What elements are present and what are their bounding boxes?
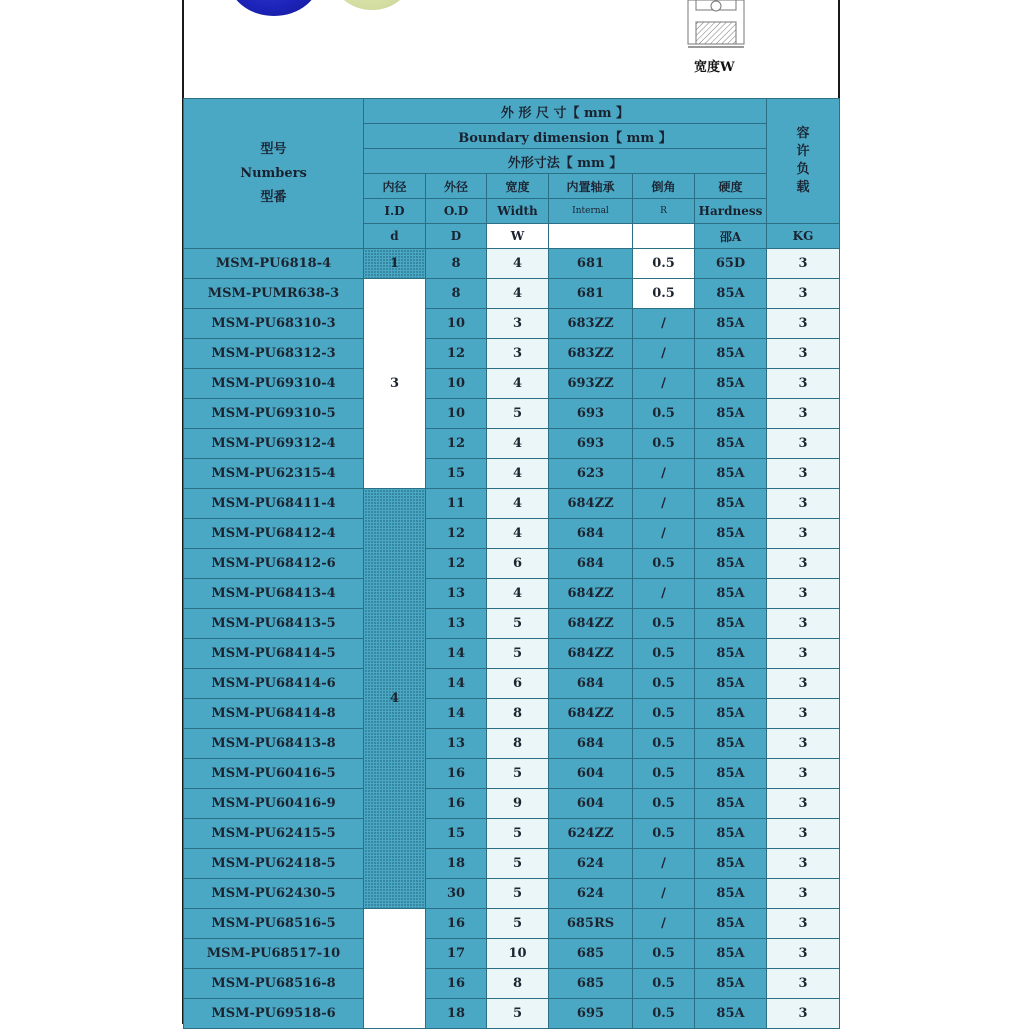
- hardness-cell: 85A: [695, 489, 767, 519]
- model-cell: MSM-PU68413-8: [184, 729, 364, 759]
- unit-id: d: [364, 224, 426, 249]
- internal-bearing-cell: 604: [549, 789, 633, 819]
- load-cell: 3: [767, 399, 840, 429]
- model-cell: MSM-PU62430-5: [184, 879, 364, 909]
- model-cell: MSM-PU68414-6: [184, 669, 364, 699]
- load-cell: 3: [767, 969, 840, 999]
- load-cell: 3: [767, 279, 840, 309]
- model-cell: MSM-PU68516-5: [184, 909, 364, 939]
- width-cell: 4: [487, 249, 549, 279]
- outer-diameter-cell: 12: [426, 429, 487, 459]
- outer-diameter-cell: 12: [426, 519, 487, 549]
- chamfer-cell: 0.5: [633, 969, 695, 999]
- width-cell: 5: [487, 759, 549, 789]
- load-cell: 3: [767, 609, 840, 639]
- unit-load: KG: [767, 224, 840, 249]
- table-row: [184, 369, 840, 399]
- col-header-od-cn: 外径: [426, 174, 487, 199]
- hardness-cell: 85A: [695, 969, 767, 999]
- chamfer-cell: /: [633, 909, 695, 939]
- hardness-cell: 85A: [695, 579, 767, 609]
- col-header-hardness-cn: 硬度: [695, 174, 767, 199]
- width-cell: 4: [487, 519, 549, 549]
- hardness-cell: 85A: [695, 549, 767, 579]
- hardness-cell: 65D: [695, 249, 767, 279]
- width-cell: 6: [487, 549, 549, 579]
- model-header: [184, 99, 364, 249]
- hardness-cell: 85A: [695, 399, 767, 429]
- chamfer-cell: /: [633, 519, 695, 549]
- col-header-internal-en: Internal: [549, 199, 633, 224]
- outer-diameter-cell: 16: [426, 789, 487, 819]
- width-cell: 8: [487, 729, 549, 759]
- boundary-header-cn: 外 形 尺 寸【 mm 】: [364, 99, 767, 124]
- table-row: [184, 339, 840, 369]
- outer-diameter-cell: 10: [426, 309, 487, 339]
- width-label: 宽度W: [694, 60, 735, 75]
- chamfer-cell: 0.5: [633, 279, 695, 309]
- outer-diameter-cell: 8: [426, 249, 487, 279]
- table-row: [184, 579, 840, 609]
- width-cell: 5: [487, 819, 549, 849]
- inner-diameter-cell: 1: [364, 249, 426, 279]
- unit-hardness: 邵A: [695, 224, 767, 249]
- model-cell: MSM-PU62315-4: [184, 459, 364, 489]
- outer-diameter-cell: 12: [426, 549, 487, 579]
- outer-diameter-cell: 14: [426, 669, 487, 699]
- chamfer-cell: 0.5: [633, 549, 695, 579]
- table-row: [184, 399, 840, 429]
- width-cell: 5: [487, 999, 549, 1029]
- model-cell: MSM-PU62418-5: [184, 849, 364, 879]
- model-cell: MSM-PU68413-4: [184, 579, 364, 609]
- table-row: [184, 309, 840, 339]
- col-header-internal-cn: 内置轴承: [549, 174, 633, 199]
- internal-bearing-cell: 624: [549, 849, 633, 879]
- chamfer-cell: 0.5: [633, 609, 695, 639]
- hardness-cell: 85A: [695, 429, 767, 459]
- model-cell: MSM-PU68414-8: [184, 699, 364, 729]
- model-cell: MSM-PU68413-5: [184, 609, 364, 639]
- load-cell: 3: [767, 339, 840, 369]
- model-cell: MSM-PUMR638-3: [184, 279, 364, 309]
- table-row: [184, 819, 840, 849]
- chamfer-cell: /: [633, 579, 695, 609]
- width-cell: 4: [487, 429, 549, 459]
- load-cell: 3: [767, 489, 840, 519]
- outer-diameter-cell: 13: [426, 729, 487, 759]
- chamfer-cell: 0.5: [633, 939, 695, 969]
- internal-bearing-cell: 693: [549, 399, 633, 429]
- internal-bearing-cell: 681: [549, 279, 633, 309]
- chamfer-cell: /: [633, 849, 695, 879]
- internal-bearing-cell: 695: [549, 999, 633, 1029]
- model-cell: MSM-PU69518-6: [184, 999, 364, 1029]
- internal-bearing-cell: 684ZZ: [549, 489, 633, 519]
- col-header-hardness-en: Hardness: [695, 199, 767, 224]
- outer-diameter-cell: 11: [426, 489, 487, 519]
- table-row: [184, 489, 840, 519]
- model-cell: MSM-PU68312-3: [184, 339, 364, 369]
- load-cell: 3: [767, 639, 840, 669]
- width-cell: 5: [487, 609, 549, 639]
- hardness-cell: 85A: [695, 819, 767, 849]
- outer-diameter-cell: 16: [426, 909, 487, 939]
- internal-bearing-cell: 685: [549, 969, 633, 999]
- chamfer-cell: /: [633, 369, 695, 399]
- table-row: [184, 759, 840, 789]
- bearing-cross-section-diagram: [686, 0, 746, 48]
- table-row: [184, 639, 840, 669]
- col-header-id-en: I.D: [364, 199, 426, 224]
- width-cell: 3: [487, 309, 549, 339]
- width-cell: 5: [487, 849, 549, 879]
- col-header-od-en: O.D: [426, 199, 487, 224]
- chamfer-cell: /: [633, 459, 695, 489]
- model-cell: MSM-PU68412-4: [184, 519, 364, 549]
- boundary-header-en: Boundary dimension【 mm 】: [364, 124, 767, 149]
- hardness-cell: 85A: [695, 669, 767, 699]
- model-cell: MSM-PU62415-5: [184, 819, 364, 849]
- load-cell: 3: [767, 939, 840, 969]
- hardness-cell: 85A: [695, 789, 767, 819]
- load-cell: 3: [767, 459, 840, 489]
- hardness-cell: 85A: [695, 609, 767, 639]
- width-cell: 5: [487, 879, 549, 909]
- model-cell: MSM-PU68411-4: [184, 489, 364, 519]
- chamfer-cell: /: [633, 309, 695, 339]
- chamfer-cell: /: [633, 339, 695, 369]
- col-header-width-cn: 宽度: [487, 174, 549, 199]
- table-row: [184, 909, 840, 939]
- model-cell: MSM-PU69310-4: [184, 369, 364, 399]
- hardness-cell: 85A: [695, 879, 767, 909]
- load-cell: 3: [767, 429, 840, 459]
- internal-bearing-cell: 684: [549, 669, 633, 699]
- table-row: [184, 249, 840, 279]
- outer-diameter-cell: 14: [426, 639, 487, 669]
- outer-diameter-cell: 13: [426, 609, 487, 639]
- inner-diameter-cell: [364, 909, 426, 1029]
- internal-bearing-cell: 684: [549, 549, 633, 579]
- outer-diameter-cell: 17: [426, 939, 487, 969]
- load-cell: 3: [767, 909, 840, 939]
- outer-diameter-cell: 16: [426, 759, 487, 789]
- model-header-jp: 型番: [260, 189, 287, 205]
- internal-bearing-cell: 604: [549, 759, 633, 789]
- hardness-cell: 85A: [695, 999, 767, 1029]
- table-row: [184, 699, 840, 729]
- col-header-r-cn: 倒角: [633, 174, 695, 199]
- model-cell: MSM-PU60416-9: [184, 789, 364, 819]
- hardness-cell: 85A: [695, 939, 767, 969]
- load-cell: 3: [767, 249, 840, 279]
- hardness-cell: 85A: [695, 699, 767, 729]
- model-cell: MSM-PU69310-5: [184, 399, 364, 429]
- width-cell: 5: [487, 399, 549, 429]
- width-cell: 10: [487, 939, 549, 969]
- load-cell: 3: [767, 819, 840, 849]
- internal-bearing-cell: 684ZZ: [549, 609, 633, 639]
- table-row: [184, 669, 840, 699]
- hardness-cell: 85A: [695, 729, 767, 759]
- model-cell: MSM-PU68517-10: [184, 939, 364, 969]
- internal-bearing-cell: 683ZZ: [549, 309, 633, 339]
- boundary-header-jp: 外形寸法【 mm 】: [364, 149, 767, 174]
- outer-diameter-cell: 15: [426, 459, 487, 489]
- internal-bearing-cell: 624ZZ: [549, 819, 633, 849]
- hardness-cell: 85A: [695, 309, 767, 339]
- outer-diameter-cell: 13: [426, 579, 487, 609]
- load-cell: 3: [767, 849, 840, 879]
- width-cell: 5: [487, 639, 549, 669]
- chamfer-cell: 0.5: [633, 789, 695, 819]
- chamfer-cell: /: [633, 879, 695, 909]
- internal-bearing-cell: 684: [549, 519, 633, 549]
- internal-bearing-cell: 693: [549, 429, 633, 459]
- chamfer-cell: 0.5: [633, 429, 695, 459]
- table-row: [184, 429, 840, 459]
- unit-internal: [549, 224, 633, 249]
- hardness-cell: 85A: [695, 279, 767, 309]
- outer-diameter-cell: 18: [426, 999, 487, 1029]
- load-char: 载: [796, 180, 810, 195]
- inner-diameter-cell: 4: [364, 489, 426, 909]
- table-row: [184, 999, 840, 1029]
- chamfer-cell: 0.5: [633, 669, 695, 699]
- hardness-cell: 85A: [695, 849, 767, 879]
- width-cell: 4: [487, 459, 549, 489]
- table-row: [184, 729, 840, 759]
- load-char: 负: [796, 162, 810, 177]
- width-cell: 4: [487, 279, 549, 309]
- load-cell: 3: [767, 579, 840, 609]
- outer-diameter-cell: 14: [426, 699, 487, 729]
- internal-bearing-cell: 684ZZ: [549, 579, 633, 609]
- internal-bearing-cell: 624: [549, 879, 633, 909]
- table-row: [184, 459, 840, 489]
- table-row: [184, 519, 840, 549]
- model-cell: MSM-PU68412-6: [184, 549, 364, 579]
- chamfer-cell: 0.5: [633, 999, 695, 1029]
- inner-diameter-cell: 3: [364, 279, 426, 489]
- load-cell: 3: [767, 759, 840, 789]
- col-header-width-en: Width: [487, 199, 549, 224]
- model-cell: MSM-PU68310-3: [184, 309, 364, 339]
- width-cell: 8: [487, 969, 549, 999]
- table-row: [184, 939, 840, 969]
- hardness-cell: 85A: [695, 519, 767, 549]
- chamfer-cell: 0.5: [633, 759, 695, 789]
- width-cell: 5: [487, 909, 549, 939]
- outer-diameter-cell: 10: [426, 369, 487, 399]
- table-row: [184, 549, 840, 579]
- outer-diameter-cell: 16: [426, 969, 487, 999]
- model-cell: MSM-PU68516-8: [184, 969, 364, 999]
- unit-width: W: [487, 224, 549, 249]
- model-cell: MSM-PU69312-4: [184, 429, 364, 459]
- model-header-en: Numbers: [240, 165, 307, 181]
- load-cell: 3: [767, 669, 840, 699]
- outer-diameter-cell: 18: [426, 849, 487, 879]
- chamfer-cell: 0.5: [633, 249, 695, 279]
- chamfer-cell: 0.5: [633, 639, 695, 669]
- load-char: 容: [796, 126, 810, 141]
- model-cell: MSM-PU60416-5: [184, 759, 364, 789]
- internal-bearing-cell: 685RS: [549, 909, 633, 939]
- hardness-cell: 85A: [695, 459, 767, 489]
- internal-bearing-cell: 693ZZ: [549, 369, 633, 399]
- load-cell: 3: [767, 699, 840, 729]
- internal-bearing-cell: 684ZZ: [549, 699, 633, 729]
- outer-diameter-cell: 15: [426, 819, 487, 849]
- col-header-id-cn: 内径: [364, 174, 426, 199]
- load-cell: 3: [767, 519, 840, 549]
- unit-r: [633, 224, 695, 249]
- width-cell: 8: [487, 699, 549, 729]
- width-cell: 4: [487, 579, 549, 609]
- outer-diameter-cell: 12: [426, 339, 487, 369]
- table-row: [184, 609, 840, 639]
- chamfer-cell: /: [633, 489, 695, 519]
- table-row: [184, 879, 840, 909]
- width-cell: 9: [487, 789, 549, 819]
- load-cell: 3: [767, 879, 840, 909]
- table-row: [184, 789, 840, 819]
- load-char: 许: [796, 144, 810, 159]
- internal-bearing-cell: 684: [549, 729, 633, 759]
- hardness-cell: 85A: [695, 909, 767, 939]
- load-cell: 3: [767, 999, 840, 1029]
- hardness-cell: 85A: [695, 369, 767, 399]
- spec-table: [183, 98, 840, 1029]
- width-cell: 3: [487, 339, 549, 369]
- internal-bearing-cell: 684ZZ: [549, 639, 633, 669]
- internal-bearing-cell: 681: [549, 249, 633, 279]
- hardness-cell: 85A: [695, 339, 767, 369]
- load-header: [767, 99, 840, 224]
- internal-bearing-cell: 683ZZ: [549, 339, 633, 369]
- load-cell: 3: [767, 789, 840, 819]
- hardness-cell: 85A: [695, 639, 767, 669]
- table-row: [184, 849, 840, 879]
- width-cell: 6: [487, 669, 549, 699]
- table-row: [184, 279, 840, 309]
- width-cell: 4: [487, 489, 549, 519]
- model-cell: MSM-PU68414-5: [184, 639, 364, 669]
- hardness-cell: 85A: [695, 759, 767, 789]
- load-cell: 3: [767, 549, 840, 579]
- col-header-r-en: R: [633, 199, 695, 224]
- width-cell: 4: [487, 369, 549, 399]
- outer-diameter-cell: 8: [426, 279, 487, 309]
- unit-od: D: [426, 224, 487, 249]
- load-cell: 3: [767, 369, 840, 399]
- internal-bearing-cell: 623: [549, 459, 633, 489]
- load-cell: 3: [767, 309, 840, 339]
- chamfer-cell: 0.5: [633, 699, 695, 729]
- model-cell: MSM-PU6818-4: [184, 249, 364, 279]
- chamfer-cell: 0.5: [633, 819, 695, 849]
- internal-bearing-cell: 685: [549, 939, 633, 969]
- chamfer-cell: 0.5: [633, 729, 695, 759]
- table-row: [184, 969, 840, 999]
- outer-diameter-cell: 30: [426, 879, 487, 909]
- outer-diameter-cell: 10: [426, 399, 487, 429]
- model-header-cn: 型号: [260, 141, 287, 157]
- chamfer-cell: 0.5: [633, 399, 695, 429]
- load-cell: 3: [767, 729, 840, 759]
